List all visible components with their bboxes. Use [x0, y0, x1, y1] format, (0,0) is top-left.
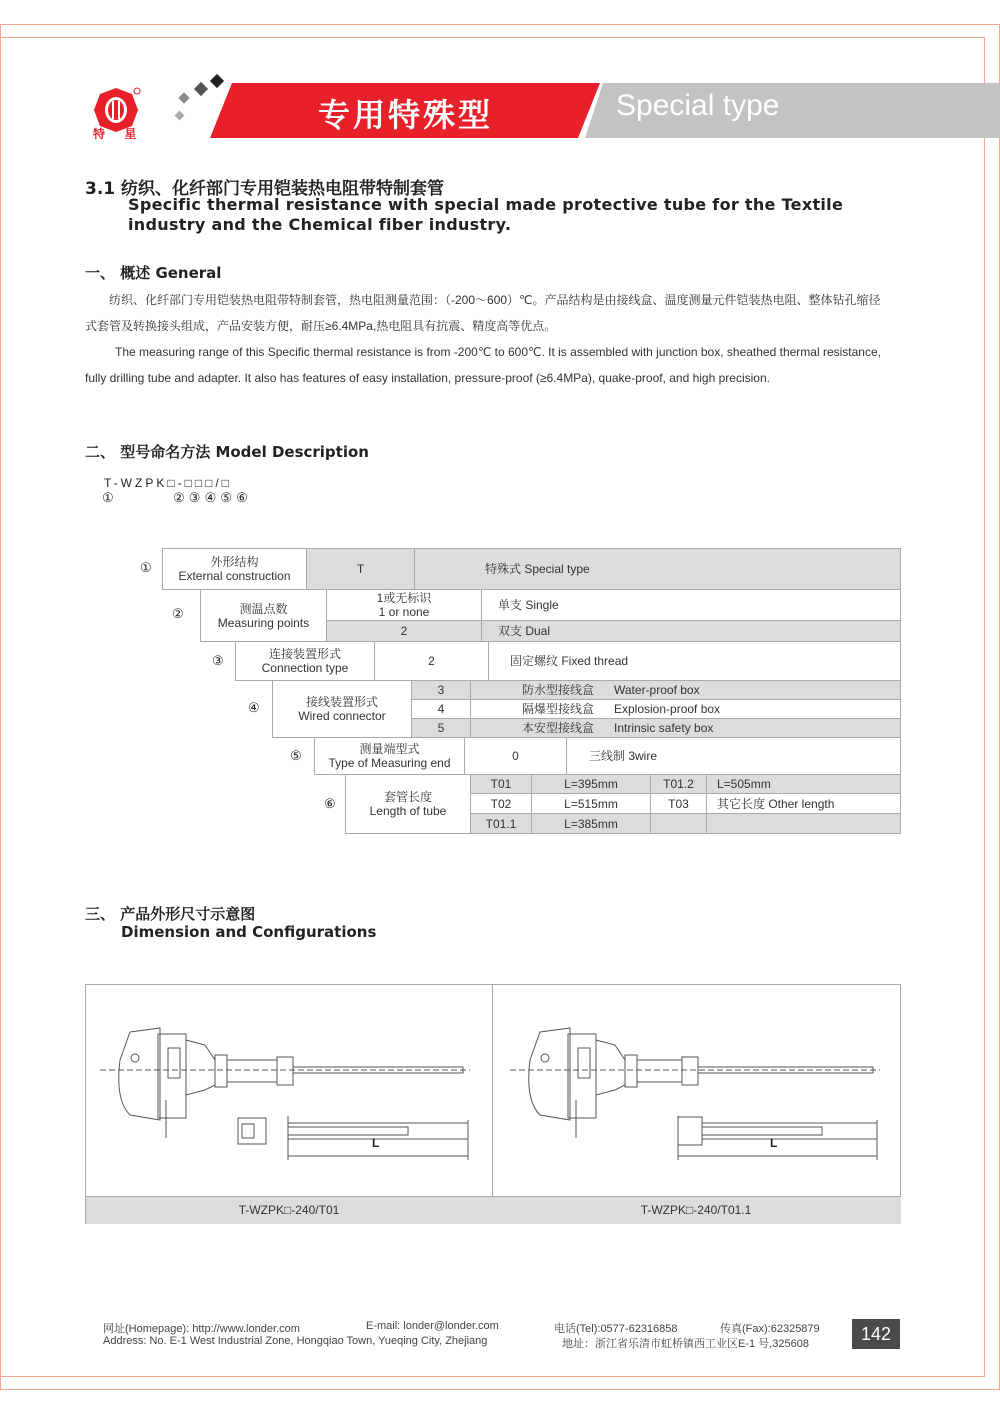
- row-label: [162, 548, 307, 590]
- dimensions-heading-cn: 三、 产品外形尺寸示意图: [85, 905, 256, 923]
- tube-code: T02: [470, 793, 532, 814]
- option-desc-cn: 防水型接线盒: [521, 683, 594, 697]
- model-heading: 二、 型号命名方法 Model Description: [85, 443, 369, 461]
- row-label: [272, 680, 412, 738]
- row-label-en: Connection type: [261, 661, 349, 675]
- row-label-en: Wired connector: [298, 709, 386, 723]
- general-paragraph-cn: 纺织、化纤部门专用铠装热电阻带特制套管，热电阻测量范围：（-200～600）℃。产品结构是由接线盒、温度测量元件铠装热电阻、整体钻孔缩径式套管及转换接头组成，产品安装方便，耐压≥6.4MPa,热电阻具有抗震、精度高等优点。: [85, 293, 881, 333]
- dimensions-heading-en: Dimension and Configurations: [121, 923, 377, 941]
- footer-address-cn: 地址：浙江省乐清市虹桥镇西工业区E-1 号,325608: [562, 1338, 809, 1350]
- footer-email[interactable]: E-mail: londer@londer.com: [366, 1320, 499, 1332]
- drawing-caption: T-WZPK□-240/T01: [238, 1203, 340, 1217]
- banner-title-cn: 专用特殊型: [318, 96, 494, 134]
- row-label: [314, 737, 465, 775]
- option-desc: 双支 Dual: [481, 620, 901, 642]
- row-label-cn: 测量端型式: [359, 742, 420, 756]
- thermometer-drawing-t01-1: [510, 1020, 890, 1170]
- tube-length: 其它长度 Other length: [706, 793, 901, 814]
- row-label: [235, 641, 375, 681]
- tube-code: T01.1: [470, 813, 532, 834]
- option-desc-cn: 隔爆型接线盒: [521, 702, 594, 716]
- model-num-1: ①: [102, 491, 114, 506]
- footer-address-en: Address: No. E-1 West Industrial Zone, Hongqiao Town, Yueqing City, Zhejiang: [103, 1335, 488, 1347]
- row-label-en: Measuring points: [217, 615, 310, 630]
- footer-fax: 传真(Fax):62325879: [720, 1323, 820, 1335]
- footer-homepage[interactable]: 网址(Homepage): http://www.londer.com: [103, 1323, 300, 1335]
- option-desc-en: Water-proof box: [614, 683, 700, 697]
- tube-length-empty: [706, 813, 901, 834]
- row-label-cn: 测温点数: [239, 601, 288, 616]
- row-label-en: Type of Measuring end: [328, 756, 451, 770]
- dimension-label-l: L: [770, 1136, 778, 1150]
- option-desc: 单支 Single: [481, 589, 901, 621]
- section-title: 3.1 纺织、化纤部门专用铠装热电阻带特制套管: [85, 179, 445, 199]
- model-nums-rest: ② ③ ④ ⑤ ⑥: [173, 491, 248, 506]
- option-code: 2: [374, 641, 489, 681]
- option-desc: [470, 718, 901, 738]
- option-code: 1或无标识 1 or none: [326, 589, 482, 621]
- option-desc-en: Intrinsic safety box: [614, 721, 714, 735]
- tube-length: L=505mm: [706, 774, 901, 794]
- brand-text: 特 星: [93, 127, 145, 141]
- row-number: ③: [212, 654, 224, 669]
- general-heading: 一、 概述 General: [85, 264, 222, 282]
- row-number: ④: [248, 701, 260, 716]
- option-desc: 特殊式 Special type: [414, 548, 901, 590]
- tube-code: T03: [650, 793, 707, 814]
- tube-length: L=395mm: [531, 774, 651, 794]
- option-code: 5: [411, 718, 471, 738]
- tube-code-empty: [650, 813, 707, 834]
- row-label: [200, 589, 327, 642]
- option-code: 3: [411, 680, 471, 700]
- footer-tel: 电话(Tel):0577-62316858: [554, 1323, 678, 1335]
- option-desc: [470, 699, 901, 719]
- drawing-caption: T-WZPK□-240/T01.1: [640, 1203, 752, 1217]
- page-number: 142: [852, 1319, 900, 1349]
- option-code: 2: [326, 620, 482, 642]
- thermometer-drawing-t01: [100, 1020, 480, 1170]
- model-code: T-WZPK□-□□□/□: [104, 476, 232, 490]
- tube-code: T01.2: [650, 774, 707, 794]
- banner-title-en: Special type: [616, 89, 780, 122]
- row-number: ②: [172, 607, 184, 622]
- option-desc: 三线制 3wire: [566, 737, 901, 775]
- option-code: 0: [464, 737, 567, 775]
- section-subtitle: Specific thermal resistance with special made protective tube for the Textile industry and the Chemical fiber industry.: [128, 195, 844, 234]
- option-desc: 固定螺纹 Fixed thread: [488, 641, 901, 681]
- option-desc-cn: 本安型接线盒: [521, 721, 594, 735]
- row-label-cn: 连接装置形式: [268, 647, 341, 661]
- option-desc: [470, 680, 901, 700]
- row-label-cn: 接线装置形式: [305, 695, 378, 709]
- row-label-cn: 外形结构: [210, 555, 259, 569]
- tube-code: T01: [470, 774, 532, 794]
- tube-length: L=385mm: [531, 813, 651, 834]
- dimension-label-l: L: [372, 1136, 380, 1150]
- row-number: ⑥: [324, 797, 336, 812]
- option-desc-en: Explosion-proof box: [614, 702, 721, 716]
- row-label: [345, 774, 471, 834]
- row-number: ①: [140, 561, 152, 576]
- option-code: T: [306, 548, 415, 590]
- option-code: 4: [411, 699, 471, 719]
- row-label-en: External construction: [178, 569, 291, 583]
- tube-length: L=515mm: [531, 793, 651, 814]
- general-paragraph-en: The measuring range of this Specific thermal resistance is from -200℃ to 600℃. It is assembled with junction box, sheathed thermal resistance, fully drilling tube and adapter. It also has features of easy installation, pressure-proof (≥6.4MPa), quake-proof, and high precision.: [85, 345, 881, 385]
- row-label-cn: 套管长度: [383, 790, 432, 804]
- row-label-en: Length of tube: [369, 804, 447, 818]
- row-number: ⑤: [290, 749, 302, 764]
- drawings-divider: [492, 984, 493, 1224]
